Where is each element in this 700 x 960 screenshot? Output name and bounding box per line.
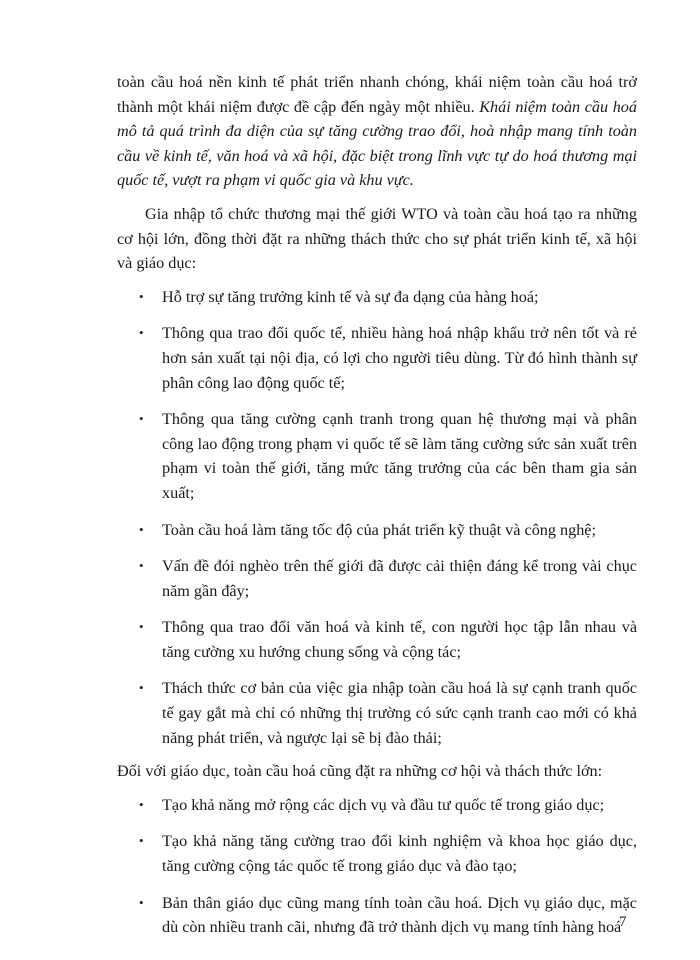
bullet-icon: • [139, 796, 144, 812]
paragraph-wto: Gia nhập tổ chức thương mại thế giới WTO và toàn cầu hoá tạo ra những cơ hội lớn, đồng thời đặt ra những thách thức cho sự phát triển kinh tế, xã hội và giáo dục: [117, 204, 637, 273]
bullet-icon: • [139, 680, 144, 696]
list-item [117, 615, 637, 664]
bullet-icon: • [139, 894, 144, 910]
bullet-icon: • [139, 521, 144, 537]
list-item-text: Bản thân giáo dục cũng mang tính toàn cầu hoá. Dịch vụ giáo dục, mặc dù còn nhiều tranh cãi, nhưng đã trở thành dịch vụ mang tính hàng hoá [162, 893, 637, 937]
list-item [117, 891, 637, 940]
bullet-icon: • [139, 619, 144, 635]
list-item [117, 285, 637, 310]
paragraph-intro-definition: Khái niệm toàn cầu hoá mô tả quá trình đa diện của sự tăng cường trao đổi, hoà nhập mang tính toàn cầu về kinh tế, văn hoá và xã hội, đặc biệt trong lĩnh vực tự do hoá thương mại quốc tế, vượt ra phạm vi quốc gia và khu vực. [117, 97, 637, 190]
bullet-icon: • [139, 411, 144, 427]
bullet-icon: • [139, 558, 144, 574]
bullet-icon: • [139, 325, 144, 341]
list-item-text: Thông qua tăng cường cạnh tranh trong quan hệ thương mại và phân công lao động trong phạm vi quốc tế sẽ làm tăng cường sức sản xuất trên phạm vi toàn thế giới, tăng mức tăng trưởng của các bên tham gia sản xuất; [162, 410, 637, 502]
paragraph-intro [117, 70, 637, 193]
education-bullet-list [117, 793, 637, 940]
bullet-icon: • [139, 833, 144, 849]
list-item-text: Vấn đề đói nghèo trên thế giới đã được cải thiện đáng kể trong vài chục năm gần đây; [162, 557, 637, 600]
list-item [117, 829, 637, 878]
list-item [117, 793, 637, 818]
list-item [117, 554, 637, 603]
list-item-text: Hỗ trợ sự tăng trưởng kinh tế và sự đa dạng của hàng hoá; [162, 287, 539, 306]
list-item [117, 407, 637, 505]
list-item-text: Thông qua trao đổi văn hoá và kinh tế, con người học tập lẫn nhau và tăng cường xu hướng chung sống và cộng tác; [162, 618, 637, 661]
paragraph-intro-text: toàn cầu hoá nền kinh tế phát triển nhanh chóng, khái niệm toàn cầu hoá trở thành một khái niệm được đề cập đến ngày một nhiều. [117, 73, 637, 116]
bullet-icon: • [139, 288, 144, 304]
list-item-text: Toàn cầu hoá làm tăng tốc độ của phát triển kỹ thuật và công nghệ; [162, 520, 596, 539]
paragraph-education: Đối với giáo dục, toàn cầu hoá cũng đặt ra những cơ hội và thách thức lớn: [117, 762, 603, 781]
wto-bullet-list [117, 285, 637, 751]
page-body [117, 70, 637, 949]
list-item [117, 321, 637, 395]
list-item [117, 676, 637, 750]
list-item-text: Tạo khả năng mở rộng các dịch vụ và đầu tư quốc tế trong giáo dục; [162, 795, 605, 814]
list-item-text: Thông qua trao đổi quốc tế, nhiều hàng hoá nhập khẩu trở nên tốt và rẻ hơn sản xuất tại nội địa, có lợi cho người tiêu dùng. Từ đó hình thành sự phân công lao động quốc tế; [162, 324, 637, 392]
list-item-text: Tạo khả năng tăng cường trao đổi kinh nghiệm và khoa học giáo dục, tăng cường cộng tác quốc tế trong giáo dục và đào tạo; [162, 832, 637, 876]
page-number: 7 [619, 914, 627, 930]
list-item [117, 518, 637, 543]
list-item-text: Thách thức cơ bản của việc gia nhập toàn cầu hoá là sự cạnh tranh quốc tế gay gắt mà chỉ có những thị trường có sức cạnh tranh cao mới có khả năng phát triển, và ngược lại sẽ bị đào thải; [162, 679, 637, 747]
